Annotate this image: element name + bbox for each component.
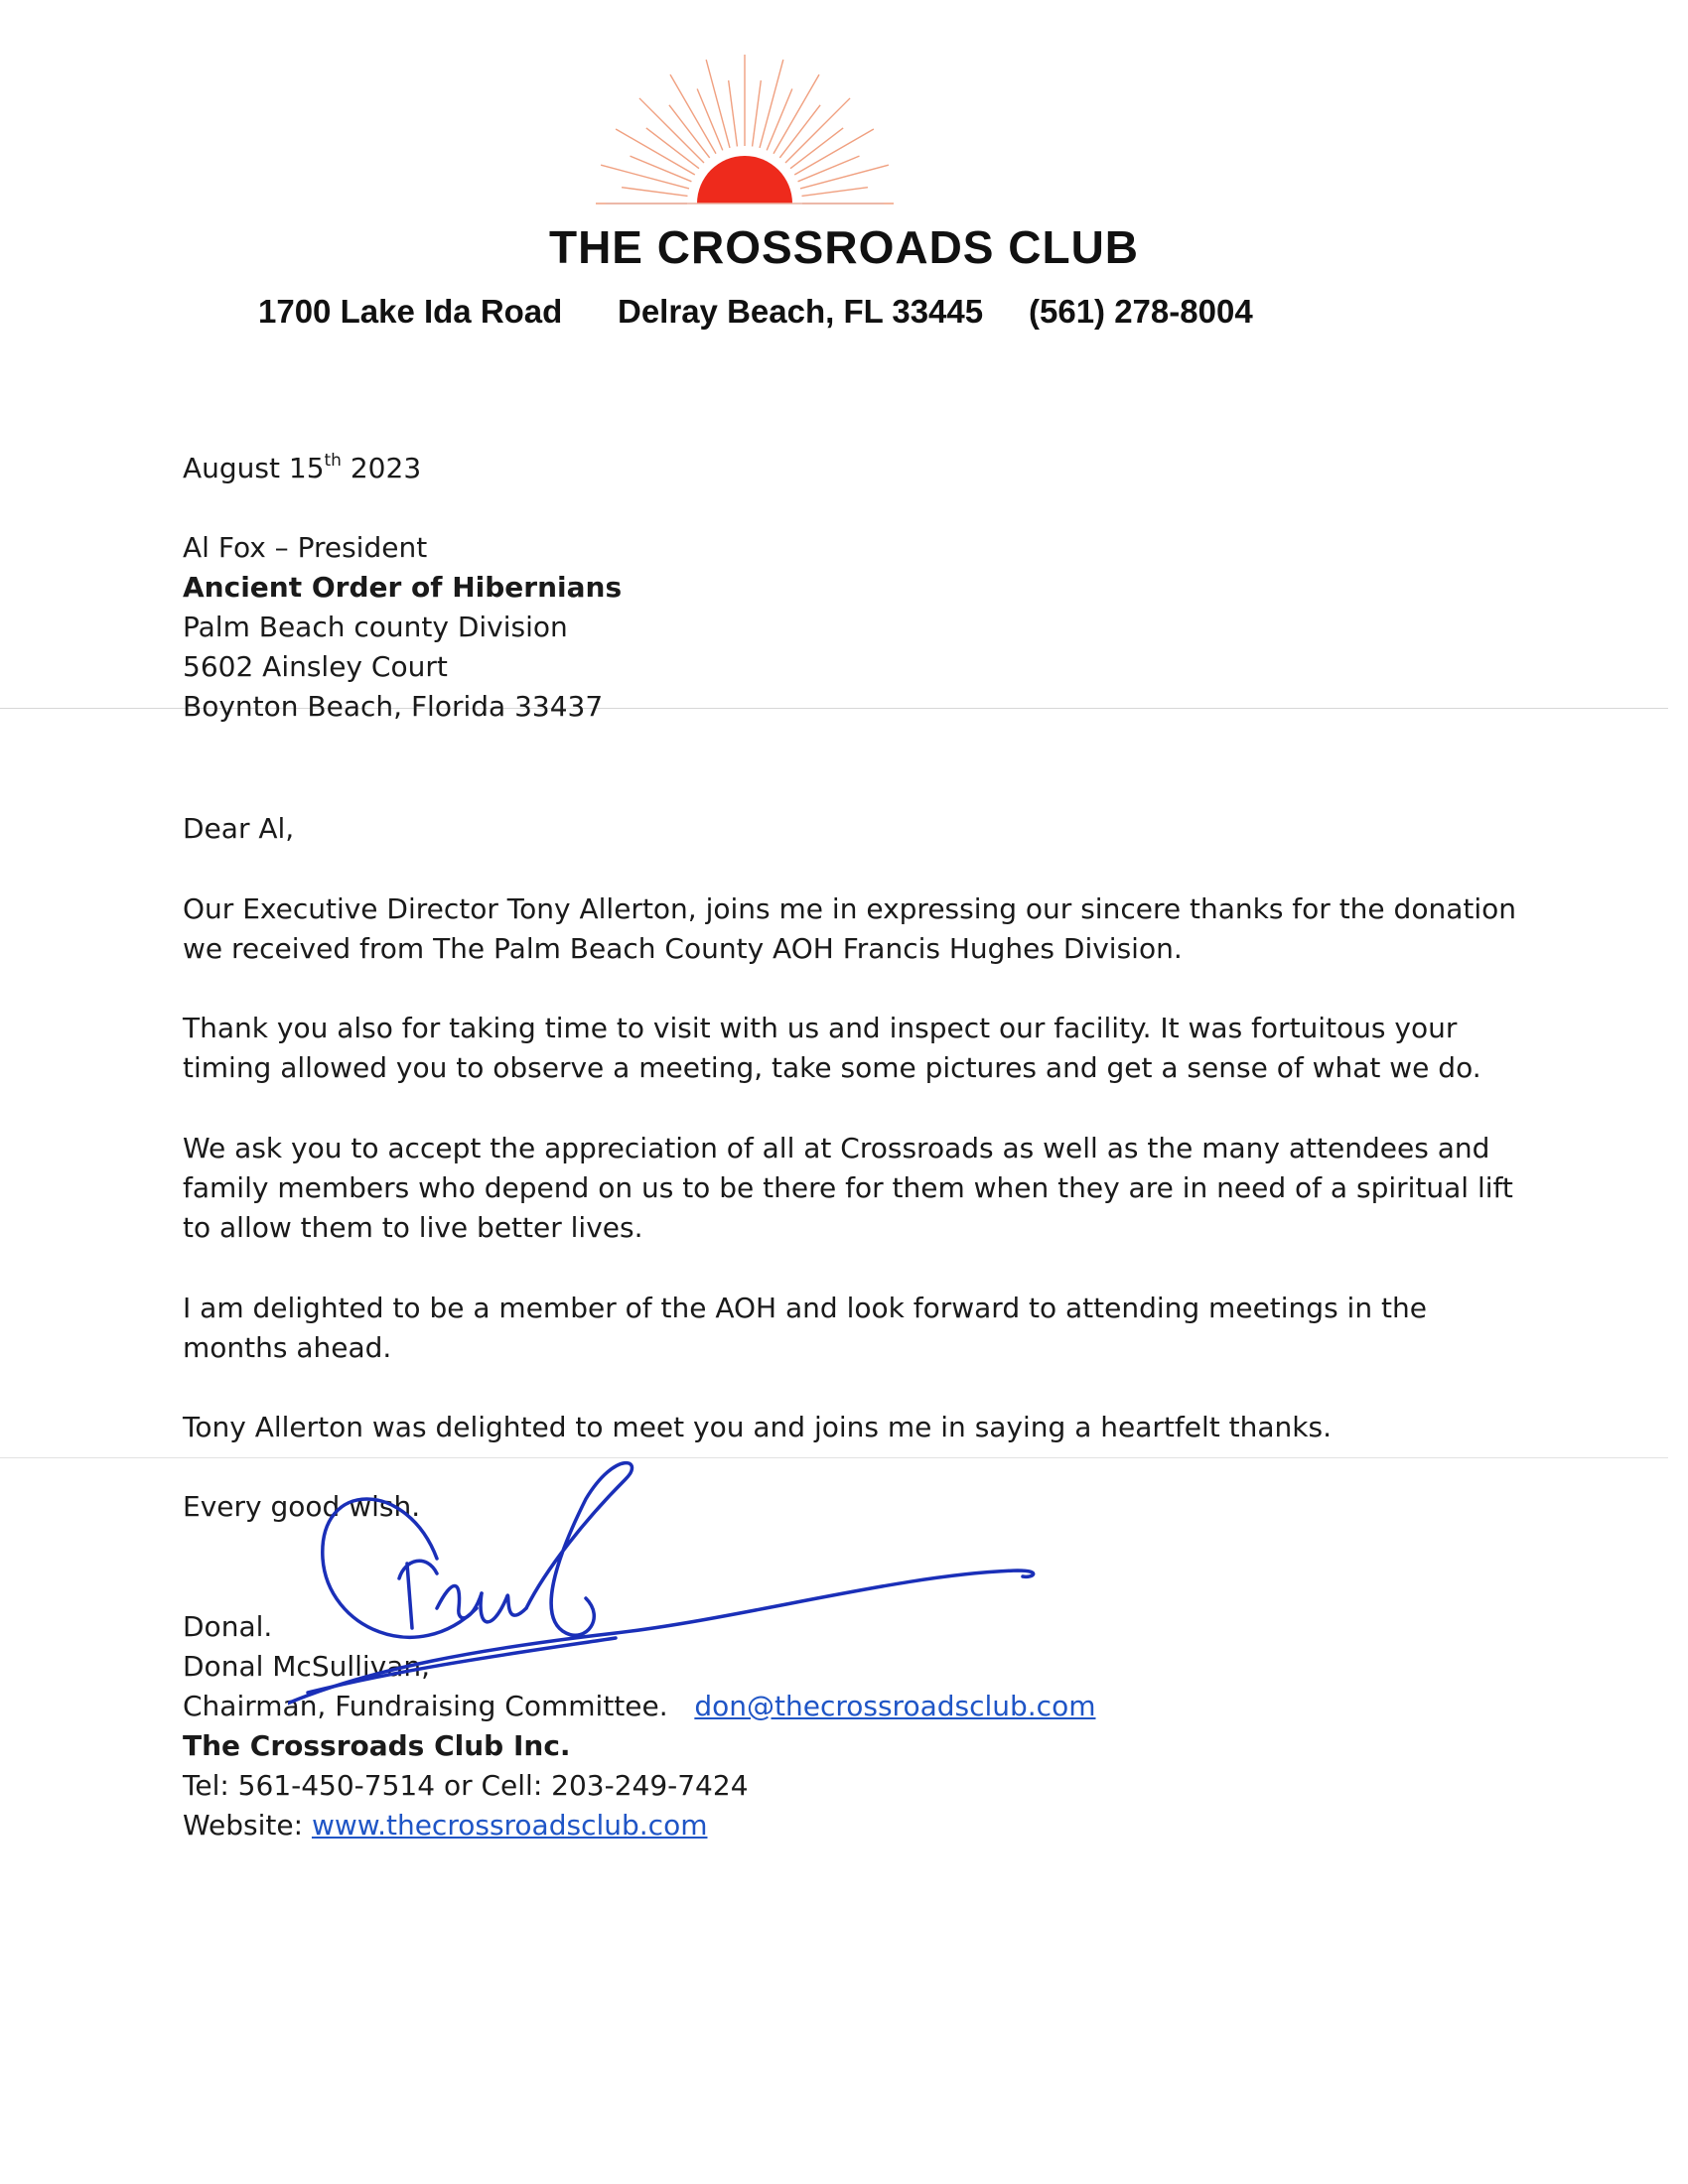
email-link[interactable]: don@thecrossroadsclub.com: [694, 1690, 1096, 1722]
website-link[interactable]: www.thecrossroadsclub.com: [311, 1809, 708, 1842]
sun-ray: [670, 74, 716, 154]
club-city: Delray Beach, FL 33445: [618, 293, 984, 330]
club-phone: (561) 278-8004: [1029, 293, 1253, 330]
signoff-short-name: Donal.: [183, 1610, 273, 1643]
paragraph-4-line-2: months ahead.: [183, 1331, 392, 1364]
sun-ray: [729, 80, 738, 146]
scan-artifact-line: [0, 1457, 1668, 1458]
recipient-organization: Ancient Order of Hibernians: [183, 571, 623, 604]
recipient-name: Al Fox – President: [183, 531, 428, 564]
paragraph-1-line-1: Our Executive Director Tony Allerton, joins me in expressing our sincere thanks for the donation: [183, 892, 1517, 925]
recipient-street: 5602 Ainsley Court: [183, 650, 448, 683]
closing: Every good wish.: [183, 1490, 421, 1523]
sun-ray: [706, 60, 730, 148]
sun-logo: [586, 55, 904, 213]
sun-ray: [800, 165, 889, 189]
signoff-full-name: Donal McSullivan,: [183, 1650, 431, 1683]
sun-ray: [798, 156, 860, 182]
sun-ray: [697, 89, 723, 151]
sun-ray: [622, 188, 687, 197]
sun-ray: [631, 156, 692, 182]
sun-ray: [774, 74, 819, 154]
paragraph-4-line-1: I am delighted to be a member of the AOH and look forward to attending meetings in the: [183, 1292, 1427, 1324]
signoff-phones: Tel: 561-450-7514 or Cell: 203-249-7424: [183, 1769, 749, 1802]
recipient-city: Boynton Beach, Florida 33437: [183, 690, 604, 723]
paragraph-3-line-3: to allow them to live better lives.: [183, 1211, 643, 1244]
paragraph-1-line-2: we received from The Palm Beach County AOH Francis Hughes Division.: [183, 932, 1183, 965]
signoff-organization: The Crossroads Club Inc.: [183, 1729, 571, 1762]
recipient-division: Palm Beach county Division: [183, 611, 568, 643]
sun-ray: [616, 129, 695, 175]
letter-date: August 15th 2023: [183, 451, 422, 484]
signoff-website-line: [183, 1806, 707, 1846]
sun-ray: [753, 80, 762, 146]
club-name: THE CROSSROADS CLUB: [548, 221, 1140, 273]
sun-ray: [802, 188, 868, 197]
signoff-title-line: [183, 1687, 1095, 1727]
signoff-title: Chairman, Fundraising Committee.: [183, 1690, 668, 1722]
paragraph-3-line-2: family members who depend on us to be there for them when they are in need of a spiritual lift: [183, 1171, 1513, 1204]
sun-ray: [760, 60, 783, 148]
paragraph-5-line-1: Tony Allerton was delighted to meet you and joins me in saying a heartfelt thanks.: [183, 1411, 1332, 1443]
paragraph-2-line-2: timing allowed you to observe a meeting, take some pictures and get a sense of what we do.: [183, 1051, 1481, 1084]
salutation: Dear Al,: [183, 812, 295, 845]
paragraph-2-line-1: Thank you also for taking time to visit with us and inspect our facility. It was fortuitous your: [183, 1012, 1458, 1044]
paragraph-3-line-1: We ask you to accept the appreciation of all at Crossroads as well as the many attendees and: [183, 1132, 1490, 1164]
club-street: 1700 Lake Ida Road: [258, 293, 563, 330]
website-label: Website:: [183, 1809, 312, 1842]
sun-ray: [794, 129, 874, 175]
sun-ray: [767, 89, 792, 151]
sun-ray: [601, 165, 689, 189]
